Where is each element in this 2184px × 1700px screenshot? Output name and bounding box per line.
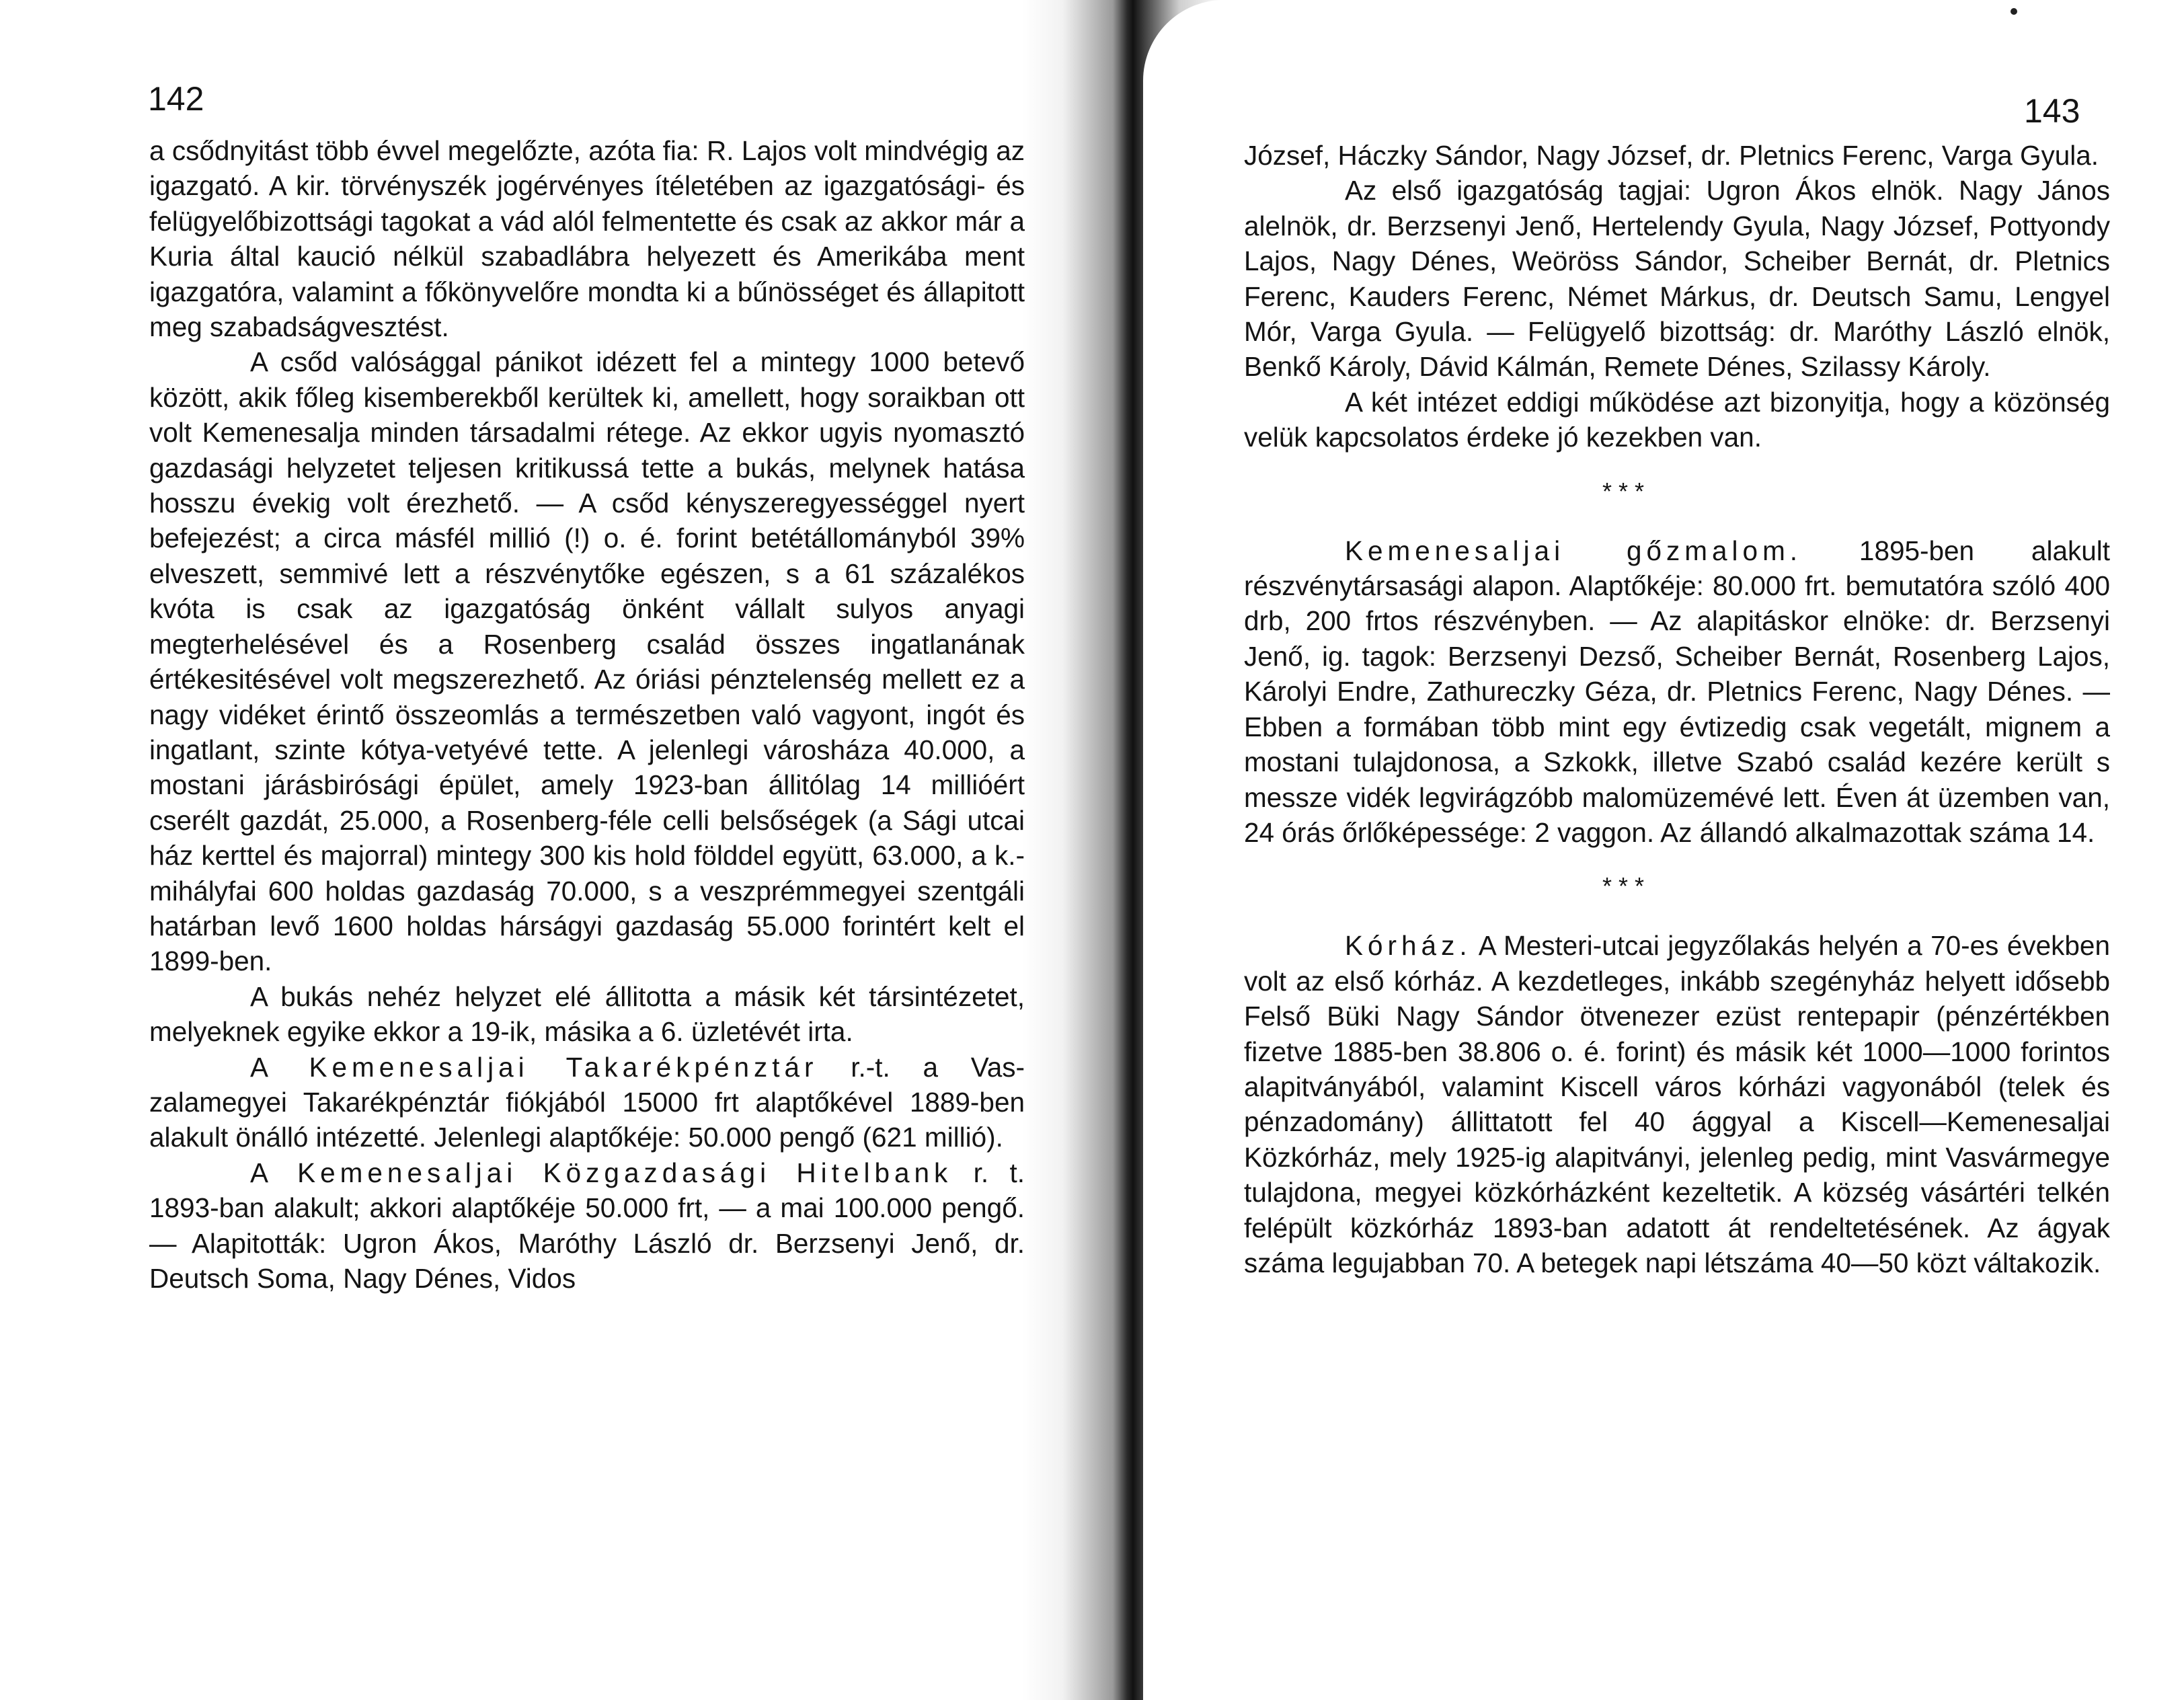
paragraph-text: 1895-ben alakult részvénytársasági alapon. Alaptőkéje: 80.000 frt. bemutatóra szóló 400 drb, 200 frtos részvényben. — Az alapitáskor elnöke: dr. Berzsenyi Jenő, ig. tagok: Berzsenyi Dezső, Scheiber Bernát, Rosenberg Lajos, Károlyi Endre, Zathureczky Géza, dr. Pletnics Ferenc, Nagy Dénes. — Ebben a formában több mint egy évtizedig csak vegetált, mignem a mostani tulajdonosa, a Szkokk, illetve Szabó család kezére került s messze vidék legvirágzóbb malomüzemévé lett. Éven át üzemben van, 24 órás őrlőképessége: 2 vaggon. Az állandó alkalmazottak száma 14. bbox=[1244, 535, 2110, 848]
page-number-left: 142 bbox=[148, 80, 204, 118]
page-number-right: 143 bbox=[2024, 92, 2080, 130]
paragraph: József, Háczky Sándor, Nagy József, dr. Pletnics Ferenc, Varga Gyula. bbox=[1244, 140, 2099, 171]
paragraph bbox=[1244, 928, 2110, 1280]
left-page bbox=[0, 0, 1062, 1700]
paragraph: A bukás nehéz helyzet elé állitotta a másik két társintézetet, melyeknek egyike ekkor a 19-ik, másika a 6. üzletévét irta. bbox=[149, 980, 1025, 1048]
paragraph bbox=[1244, 533, 2110, 851]
print-speck bbox=[2011, 8, 2017, 15]
right-page bbox=[1143, 0, 2184, 1700]
paragraph: a csődnyitást több évvel megelőzte, azóta fia: R. Lajos volt mindvégig az igazgató. A kir. törvényszék jogérvényes ítéletében az igazgatósági- és felügyelőbizottsági tagokat a vád alól felmentette és csak az akkor már a Kuria által kaució nélkül szabadlábra helyezett és Amerikába ment igazgatóra, valamint a főkönyvelőre mondta ki a bűnösséget és állapitott meg szabadságvesztést. bbox=[149, 135, 1025, 343]
section-divider: * * * bbox=[1602, 477, 1645, 505]
paragraph-text: r. t. 1893-ban alakult; akkori alaptőkéje 50.000 frt, — a mai 100.000 pengő. — Alapitották: Ugron Ákos, Maróthy László dr. Berzsenyi Jenő, dr. Deutsch Soma, Nagy Dénes, Vidos bbox=[149, 1157, 1025, 1294]
section-divider: * * * bbox=[1602, 872, 1645, 900]
section-heading: Kórház. bbox=[1345, 930, 1472, 962]
paragraph bbox=[149, 1155, 1025, 1297]
paragraph bbox=[149, 1050, 1025, 1155]
paragraph: A csőd valósággal pánikot idézett fel a mintegy 1000 betevő között, akik főleg kisemberekből kerültek ki, amellett, hogy soraikban ott volt Kemenesalja minden társadalmi rétege. Az ekkor ugyis nyomasztó gazdasági helyzetet teljesen kritikussá tette a bukás, melynek hatása hosszu évekig volt érezhető. — A csőd kényszeregyességgel nyert befejezést; a circa másfél millió (!) o. é. forint betétállományból 39% elveszett, semmivé lett a részvénytőke egészen, s a 61 százalékos kvóta is csak az igazgatóság önként vállalt sulyos anyagi megterhelésével és a Rosenberg család összes ingatlanának értékesitésével volt megszerezhető. Az óriási pénztelenség mellett ez a nagy vidéket érintő összeomlás a természetben való vagyont, ingót és ingatlant, szinte kótya-vetyévé tette. A jelenlegi városháza 40.000, a mostani járásbirósági épület, amely 1923-ban állitólag 14 millióért cserélt gazdát, 25.000, a Rosenberg-féle celli belsőségek (a Sági utcai ház kerttel és majorral) mintegy 300 kis hold földdel együtt, 63.000, a k.-mihályfai 600 holdas gazdaság 70.000, s a veszprémmegyei szentgáli határban levő 1600 holdas hárságyi gazdaság 55.000 forintért kelt el 1899-ben. bbox=[149, 346, 1025, 977]
right-page-body bbox=[1244, 138, 2110, 1280]
paragraph-text: r.-t. a Vas-zalamegyei Takarékpénztár fiókjából 15000 frt alaptőkével 1889-ben alakult önálló intézetté. Jelenlegi alaptőkéje: 50.000 pengő (621 millió). bbox=[149, 1051, 1025, 1153]
paragraph: A két intézet eddigi működése azt bizonyitja, hogy a közönség velük kapcsolatos érdeke jó kezekben van. bbox=[1244, 386, 2110, 453]
paragraph: Az első igazgatóság tagjai: Ugron Ákos elnök. Nagy János alelnök, dr. Berzsenyi Jenő, Hertelendy Gyula, Nagy József, Pottyondy Lajos, Nagy Dénes, Weöröss Sándor, Scheiber Bernát, dr. Pletnics Ferenc, Kauders Ferenc, Német Márkus, dr. Deutsch Samu, Lengyel Mór, Varga Gyula. — Felügyelő bizottság: dr. Maróthy László elnök, Benkő Károly, Dávid Kálmán, Remete Dénes, Szilassy Károly. bbox=[1244, 175, 2110, 383]
institution-name: A Kemenesaljai Közgazdasági Hitelbank bbox=[250, 1157, 953, 1188]
paragraph-text: A Mesteri-utcai jegyzőlakás helyén a 70-es években volt az első kórház. A kezdetleges, inkább szegényház helyett idősebb Felső Büki Nagy Sándor ötvenezer ezüst rentepapir (pénzértékben fizetve 1885-ben 38.806 o. é. forint) és másik két 1000—1000 forintos alapitványából, valamint Kiscell város kórházi vagyonából (telek és pénzadomány) állittatott fel 40 ággyal a Kiscell—Kemenesaljai Közkórház, mely 1925-ig alapitványi, jelenleg pedig, mint Vasvármegye tulajdona, megyei közkórházként kezeltetik. A község vásártéri telkén felépült közkórház 1893-ban adatott át rendeltetésének. Az ágyak száma legujabban 70. A betegek napi létszáma 40—50 közt váltakozik. bbox=[1244, 930, 2110, 1278]
left-page-body bbox=[149, 133, 1025, 1296]
section-heading: Kemenesaljai gőzmalom. bbox=[1345, 535, 1803, 566]
institution-name: A Kemenesaljai Takarékpénztár bbox=[250, 1051, 818, 1083]
